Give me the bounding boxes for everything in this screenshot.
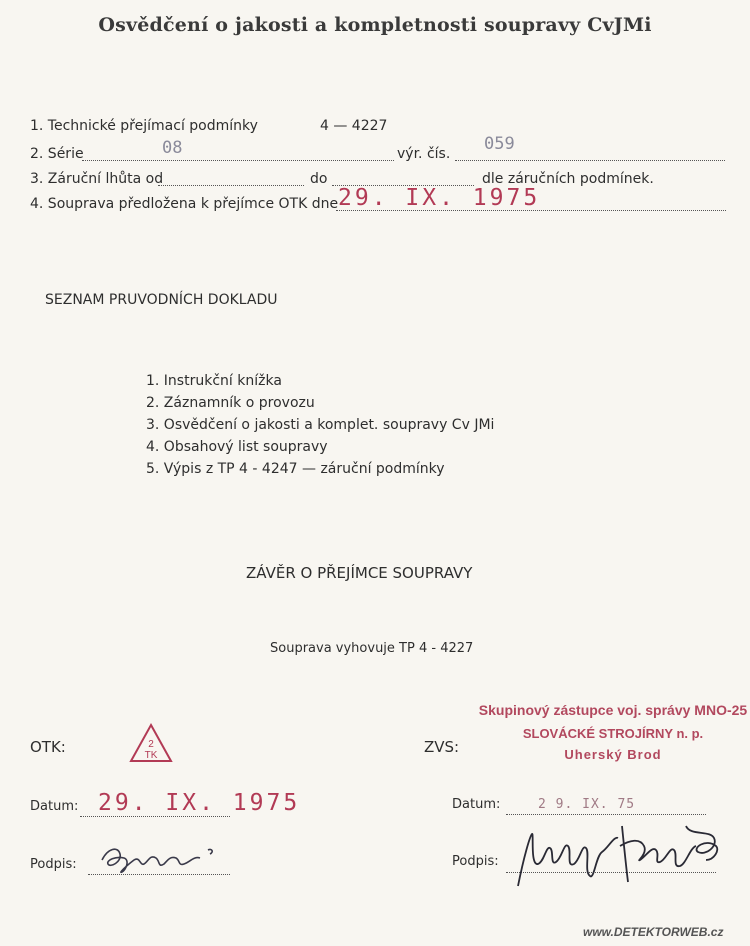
zvs-datum-label: Datum:: [452, 797, 501, 812]
zvs-stamp: [478, 702, 748, 762]
field-3-label: 3. Záruční lhůta od: [30, 171, 164, 187]
field-3-end: dle záručních podmínek.: [482, 171, 654, 187]
conclusion-text: Souprava vyhovuje TP 4 - 4227: [270, 641, 474, 656]
docs-heading: SEZNAM PRUVODNÍCH DOKLADU: [45, 292, 278, 308]
otk-signature: [96, 838, 226, 882]
watermark: www.DETEKTORWEB.cz: [583, 925, 724, 939]
field-3-dotline: [158, 185, 304, 186]
field-2-label2: výr. čís.: [397, 146, 451, 162]
docs-item-3: 3. Osvědčení o jakosti a komplet. soupravy Cv JMi: [146, 417, 495, 433]
docs-item-2: 2. Záznamník o provozu: [146, 395, 315, 411]
otk-datum-stamp: 29. IX. 1975: [98, 790, 301, 816]
field-1-value: 4 — 4227: [320, 118, 388, 134]
signature-icon: [96, 838, 226, 878]
field-2-dotline2: [455, 160, 725, 161]
zvs-podpis-label: Podpis:: [452, 854, 499, 869]
otk-stamp-num: 2: [148, 739, 154, 750]
field-2-label: 2. Série: [30, 146, 84, 162]
otk-triangle-stamp: [128, 722, 174, 764]
docs-item-5: 5. Výpis z TP 4 - 4247 — záruční podmínky: [146, 461, 445, 477]
otk-datum-label: Datum:: [30, 799, 79, 814]
field-2-value2: 059: [484, 134, 515, 154]
zvs-datum-dotline: [506, 814, 706, 815]
otk-podpis-label: Podpis:: [30, 857, 77, 872]
zvs-stamp-line3: Uherský Brod: [564, 747, 662, 762]
signature-icon: [510, 816, 725, 896]
zvs-datum-stamp: 2 9. IX. 75: [538, 797, 636, 812]
field-1-label: 1. Technické přejímací podmínky: [30, 118, 258, 134]
document-title: Osvědčení o jakosti a kompletnosti soupravy CvJMi: [98, 14, 652, 36]
zvs-stamp-line2: SLOVÁCKÉ STROJÍRNY n. p.: [522, 726, 704, 741]
otk-label: OTK:: [30, 738, 66, 756]
triangle-stamp-icon: [128, 722, 174, 764]
otk-stamp-text: TK: [144, 750, 158, 761]
field-4-date-stamp: 29. IX. 1975: [338, 185, 541, 211]
field-3-mid: do: [310, 171, 328, 187]
zvs-stamp-line1: Skupinový zástupce voj. správy MNO-25: [478, 702, 748, 718]
zvs-label: ZVS:: [424, 738, 460, 756]
field-2-value: 08: [162, 138, 183, 158]
zvs-signature: [510, 816, 725, 900]
otk-datum-dotline: [80, 816, 230, 817]
docs-item-4: 4. Obsahový list soupravy: [146, 439, 328, 455]
docs-item-1: 1. Instrukční knížka: [146, 373, 282, 389]
field-4-label: 4. Souprava předložena k přejímce OTK dne: [30, 196, 339, 212]
field-2-dotline: [82, 160, 394, 161]
conclusion-heading: ZÁVĚR O PŘEJÍMCE SOUPRAVY: [246, 564, 473, 582]
